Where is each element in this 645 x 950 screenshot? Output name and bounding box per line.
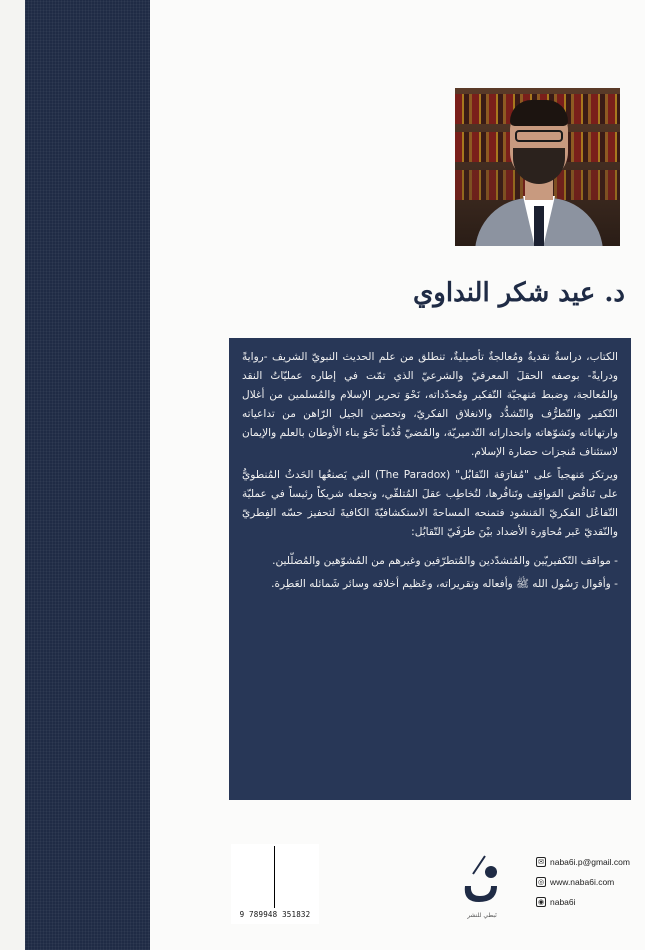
email-icon: ✉ [536,857,546,867]
book-spine [25,0,150,950]
blurb-paragraph: ويرتكز مَنهجياً على "مُفارَقة التّقابُل" (The Paradox) التي يَصنعُها الحَدثُ المُنطويُّ على تَناقُض المَواقِف وتَنافُرها، لتُخاطِب عقلَ المُتلقّي، وتجعله شريكاً رئيساً في عمليّة التّفاعُل الفكريّ المَنشود فتمنحه المساحةَ الاستكشافيّةَ الكافيةَ لتحفيز حسّه الفِطريّ والنّقديّ عَبر مُحاوَرة الأضداد بيْنَ طرَفَيّ التّقابُل: [242,469,618,538]
tie [534,206,544,246]
isbn-barcode [231,844,319,924]
hair [510,100,568,126]
contact-email-text: naba6i.p@gmail.com [550,857,630,867]
blurb-bullet: - مواقف التّكفيريّين والمُتشدّدين والمُتطرّفين وغيرهم من المُشوّهين والمُضلّلين. [272,555,618,567]
publisher-logo [455,850,505,912]
blurb-box [229,338,631,800]
author-photo [455,88,620,246]
contact-instagram[interactable] [536,892,645,912]
publisher-contacts [536,852,645,912]
blurb-bullet: - وأقوال رَسُول الله ﷺ وأفعاله وتقريراته، وعَظيم أخلاقه وسائر شَمائله العَطِرة. [271,578,618,590]
publisher-logo-caption: نَبطي للنشر [467,912,497,919]
cover-edge [0,0,25,950]
author-name: د. عيد شكر النداوي [412,278,625,308]
barcode-bars [237,846,313,908]
instagram-icon: ◉ [537,898,545,906]
contact-instagram-text: naba6i [550,897,576,907]
contact-email[interactable] [536,852,645,872]
glasses [515,130,563,142]
contact-website-text: www.naba6i.com [550,877,615,887]
contact-website[interactable] [536,872,645,892]
web-icon: ◎ [537,878,545,886]
isbn-number: 9 789948 351832 [239,910,311,919]
blurb-paragraph: الكتاب، دراسةٌ نقديةٌ ومُعالجةٌ تأصيليةٌ، تنطلق من علم الحديث النبويّ الشريف -روايةً ودرايةً- بوصفه الحقلَ المعرفيّ والشرعيّ الذي تمّت في إطاره عمليّاتُ النقد والمُعالجة، وضبط مَنهجيّة التّفكير ومُحدّداته، نَحْوَ تحرير الإسلام والمُسلمين من أغلال التّكفير والتّطرُّف والتّشدُّد والانغلاق الفكريّ، وتحصين الجيل الرّاهن من تداعياته وارتهاناته وتَشوّهاته وانحداراته التّدميريّة، والمُضيّ قُدُماً نَحْوَ بناء الأوطان بالعلم والإيمان لاستئناف مُنجزات حضارة الإسلام. [242,351,618,458]
